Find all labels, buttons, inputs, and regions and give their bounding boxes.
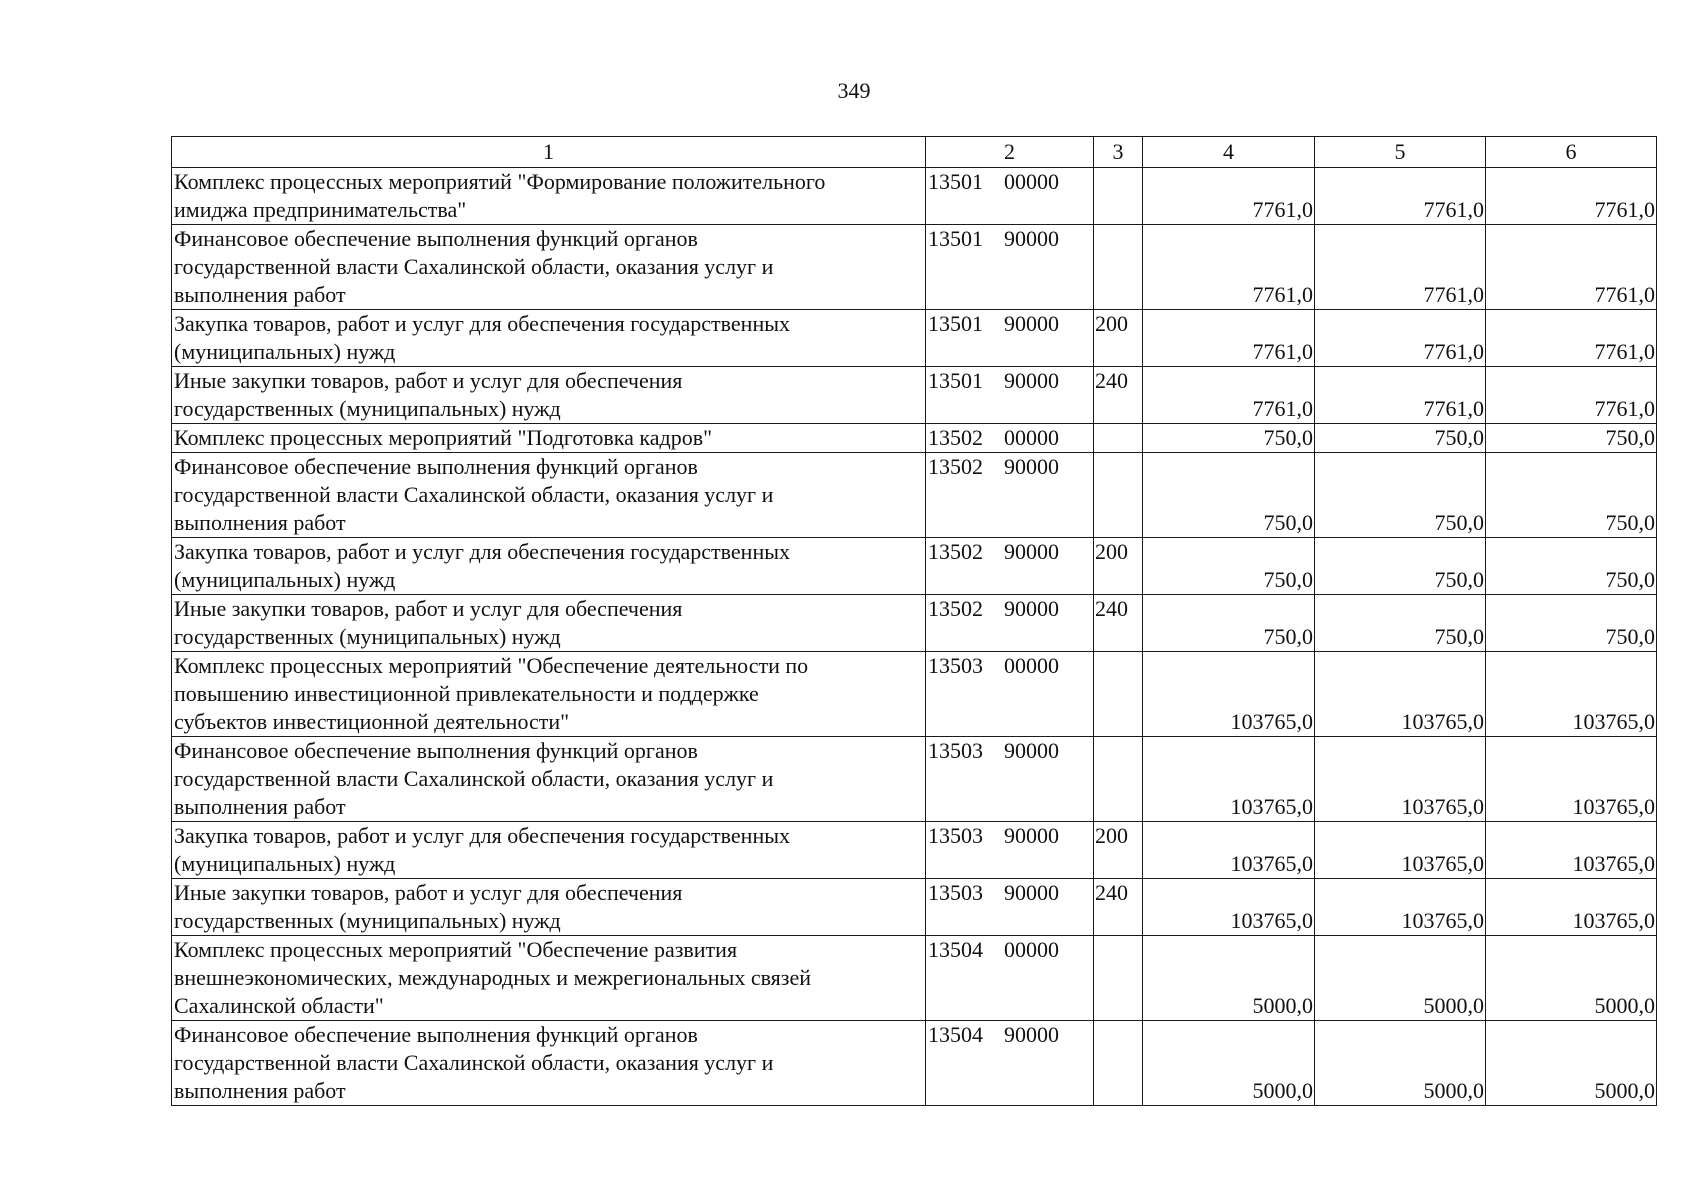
expense-type-code-cell: 200: [1094, 538, 1143, 595]
expense-name-line: государственной власти Сахалинской области, оказания услуг и: [174, 766, 774, 791]
expense-type-code-cell: [1094, 936, 1143, 1021]
expense-name-line: выполнения работ: [174, 794, 346, 819]
amount-cell-col4: 103765,0: [1143, 822, 1315, 879]
page-number: 349: [837, 78, 871, 103]
expense-name-line: (муниципальных) нужд: [174, 851, 396, 876]
expense-type-code-cell: 240: [1094, 879, 1143, 936]
expense-type-code-cell: 200: [1094, 310, 1143, 367]
table-row: [172, 168, 1657, 225]
expense-name-line: государственной власти Сахалинской области, оказания услуг и: [174, 254, 774, 279]
table-row: [172, 424, 1657, 453]
amount-cell-col6: 7761,0: [1486, 367, 1657, 424]
expense-type-code-cell: 240: [1094, 595, 1143, 652]
program-code: 13503: [928, 823, 983, 848]
target-article-code-cell: [926, 822, 1094, 879]
expense-name-cell: [172, 595, 926, 652]
target-article-code-cell: [926, 168, 1094, 225]
expense-name-line: Иные закупки товаров, работ и услуг для обеспечения: [174, 596, 683, 621]
column-number-row: [172, 137, 1657, 168]
expense-name-line: Иные закупки товаров, работ и услуг для обеспечения: [174, 368, 683, 393]
table-row: [172, 595, 1657, 652]
direction-code: 90000: [1004, 596, 1059, 621]
expense-name-cell: [172, 1021, 926, 1106]
column-header: 4: [1143, 137, 1315, 168]
expense-name-cell: [172, 310, 926, 367]
program-code: 13502: [928, 539, 983, 564]
expense-name-cell: [172, 652, 926, 737]
amount-cell-col5: 103765,0: [1315, 737, 1486, 822]
expense-type-code-cell: [1094, 424, 1143, 453]
expense-name-line: Финансовое обеспечение выполнения функций органов: [174, 226, 698, 251]
amount-cell-col4: 103765,0: [1143, 879, 1315, 936]
expense-name-line: государственных (муниципальных) нужд: [174, 624, 561, 649]
target-article-code-cell: [926, 424, 1094, 453]
expense-name-line: государственной власти Сахалинской области, оказания услуг и: [174, 1050, 774, 1075]
expense-name-line: Финансовое обеспечение выполнения функций органов: [174, 454, 698, 479]
target-article-code-cell: [926, 936, 1094, 1021]
direction-code: 90000: [1004, 880, 1059, 905]
table-row: [172, 310, 1657, 367]
amount-cell-col6: 103765,0: [1486, 652, 1657, 737]
target-article-code-cell: [926, 367, 1094, 424]
amount-cell-col4: 7761,0: [1143, 225, 1315, 310]
expense-type-code-cell: 240: [1094, 367, 1143, 424]
program-code: 13501: [928, 169, 983, 194]
table-row: [172, 225, 1657, 310]
amount-cell-col4: 750,0: [1143, 424, 1315, 453]
amount-cell-col5: 750,0: [1315, 538, 1486, 595]
expense-name-cell: [172, 424, 926, 453]
amount-cell-col6: 7761,0: [1486, 225, 1657, 310]
expense-type-code-cell: [1094, 225, 1143, 310]
expense-name-line: выполнения работ: [174, 282, 346, 307]
column-header: 1: [172, 137, 926, 168]
amount-cell-col4: 750,0: [1143, 538, 1315, 595]
amount-cell-col4: 103765,0: [1143, 737, 1315, 822]
amount-cell-col4: 103765,0: [1143, 652, 1315, 737]
direction-code: 00000: [1004, 937, 1059, 962]
expense-name-cell: [172, 737, 926, 822]
amount-cell-col5: 7761,0: [1315, 310, 1486, 367]
expense-name-line: (муниципальных) нужд: [174, 339, 396, 364]
amount-cell-col5: 103765,0: [1315, 822, 1486, 879]
direction-code: 90000: [1004, 454, 1059, 479]
expense-type-code-cell: 200: [1094, 822, 1143, 879]
expense-name-line: субъектов инвестиционной деятельности": [174, 709, 570, 734]
program-code: 13504: [928, 937, 983, 962]
amount-cell-col6: 5000,0: [1486, 936, 1657, 1021]
amount-cell-col4: 750,0: [1143, 453, 1315, 538]
expense-name-cell: [172, 822, 926, 879]
target-article-code-cell: [926, 595, 1094, 652]
target-article-code-cell: [926, 453, 1094, 538]
program-code: 13502: [928, 425, 983, 450]
amount-cell-col5: 750,0: [1315, 424, 1486, 453]
column-header: 5: [1315, 137, 1486, 168]
expense-name-line: Закупка товаров, работ и услуг для обеспечения государственных: [174, 823, 791, 848]
expense-type-code-cell: [1094, 453, 1143, 538]
amount-cell-col4: 7761,0: [1143, 168, 1315, 225]
expense-name-line: Иные закупки товаров, работ и услуг для обеспечения: [174, 880, 683, 905]
expense-name-line: внешнеэкономических, международных и межрегиональных связей: [174, 965, 812, 990]
amount-cell-col5: 5000,0: [1315, 1021, 1486, 1106]
expense-name-line: Комплекс процессных мероприятий "Обеспечение развития: [174, 937, 738, 962]
amount-cell-col4: 5000,0: [1143, 936, 1315, 1021]
table-row: [172, 367, 1657, 424]
amount-cell-col6: 7761,0: [1486, 168, 1657, 225]
program-code: 13501: [928, 311, 983, 336]
table-row: [172, 453, 1657, 538]
expense-name-line: Финансовое обеспечение выполнения функций органов: [174, 1022, 698, 1047]
expense-name-cell: [172, 453, 926, 538]
amount-cell-col5: 5000,0: [1315, 936, 1486, 1021]
program-code: 13501: [928, 368, 983, 393]
amount-cell-col5: 750,0: [1315, 595, 1486, 652]
table-row: [172, 1021, 1657, 1106]
amount-cell-col4: 7761,0: [1143, 367, 1315, 424]
direction-code: 00000: [1004, 653, 1059, 678]
table-row: [172, 652, 1657, 737]
target-article-code-cell: [926, 538, 1094, 595]
target-article-code-cell: [926, 879, 1094, 936]
amount-cell-col5: 103765,0: [1315, 652, 1486, 737]
expense-name-line: Закупка товаров, работ и услуг для обеспечения государственных: [174, 539, 791, 564]
program-code: 13503: [928, 738, 983, 763]
amount-cell-col5: 103765,0: [1315, 879, 1486, 936]
column-header: 6: [1486, 137, 1657, 168]
amount-cell-col6: 750,0: [1486, 595, 1657, 652]
program-code: 13504: [928, 1022, 983, 1047]
expense-type-code-cell: [1094, 652, 1143, 737]
direction-code: 90000: [1004, 311, 1059, 336]
table-row: [172, 879, 1657, 936]
expense-name-line: выполнения работ: [174, 510, 346, 535]
expense-name-line: Комплекс процессных мероприятий "Обеспечение деятельности по: [174, 653, 809, 678]
table-body: [172, 137, 1657, 1106]
amount-cell-col4: 7761,0: [1143, 310, 1315, 367]
direction-code: 00000: [1004, 425, 1059, 450]
amount-cell-col6: 750,0: [1486, 538, 1657, 595]
expense-name-line: государственных (муниципальных) нужд: [174, 908, 561, 933]
direction-code: 90000: [1004, 539, 1059, 564]
expense-name-line: Комплекс процессных мероприятий "Формирование положительного: [174, 169, 826, 194]
direction-code: 90000: [1004, 368, 1059, 393]
expense-name-line: Закупка товаров, работ и услуг для обеспечения государственных: [174, 311, 791, 336]
expense-name-line: имиджа предпринимательства": [174, 197, 467, 222]
expense-name-cell: [172, 538, 926, 595]
amount-cell-col6: 7761,0: [1486, 310, 1657, 367]
expense-name-line: повышению инвестиционной привлекательности и поддержке: [174, 681, 759, 706]
direction-code: 90000: [1004, 738, 1059, 763]
amount-cell-col6: 103765,0: [1486, 737, 1657, 822]
expense-name-cell: [172, 879, 926, 936]
amount-cell-col6: 103765,0: [1486, 879, 1657, 936]
column-header: 3: [1094, 137, 1143, 168]
amount-cell-col4: 5000,0: [1143, 1021, 1315, 1106]
expense-type-code-cell: [1094, 168, 1143, 225]
amount-cell-col5: 7761,0: [1315, 168, 1486, 225]
direction-code: 90000: [1004, 823, 1059, 848]
program-code: 13502: [928, 596, 983, 621]
direction-code: 00000: [1004, 169, 1059, 194]
target-article-code-cell: [926, 737, 1094, 822]
amount-cell-col5: 7761,0: [1315, 367, 1486, 424]
program-code: 13502: [928, 454, 983, 479]
expense-name-line: Финансовое обеспечение выполнения функций органов: [174, 738, 698, 763]
expense-name-line: государственной власти Сахалинской области, оказания услуг и: [174, 482, 774, 507]
program-code: 13501: [928, 226, 983, 251]
table-row: [172, 822, 1657, 879]
amount-cell-col6: 750,0: [1486, 453, 1657, 538]
amount-cell-col6: 750,0: [1486, 424, 1657, 453]
target-article-code-cell: [926, 1021, 1094, 1106]
direction-code: 90000: [1004, 226, 1059, 251]
expense-name-line: Сахалинской области": [174, 993, 384, 1018]
expense-type-code-cell: [1094, 1021, 1143, 1106]
amount-cell-col5: 7761,0: [1315, 225, 1486, 310]
program-code: 13503: [928, 880, 983, 905]
program-code: 13503: [928, 653, 983, 678]
column-header: 2: [926, 137, 1094, 168]
amount-cell-col6: 103765,0: [1486, 822, 1657, 879]
table-row: [172, 936, 1657, 1021]
expense-name-line: государственных (муниципальных) нужд: [174, 396, 561, 421]
amount-cell-col6: 5000,0: [1486, 1021, 1657, 1106]
table-row: [172, 737, 1657, 822]
target-article-code-cell: [926, 310, 1094, 367]
table-row: [172, 538, 1657, 595]
expense-name-cell: [172, 225, 926, 310]
amount-cell-col5: 750,0: [1315, 453, 1486, 538]
expense-name-cell: [172, 936, 926, 1021]
target-article-code-cell: [926, 225, 1094, 310]
budget-table: [171, 136, 1657, 1106]
expense-name-line: (муниципальных) нужд: [174, 567, 396, 592]
expense-name-cell: [172, 168, 926, 225]
expense-name-line: выполнения работ: [174, 1078, 346, 1103]
expense-name-cell: [172, 367, 926, 424]
expense-name-line: Комплекс процессных мероприятий "Подготовка кадров": [174, 425, 713, 450]
direction-code: 90000: [1004, 1022, 1059, 1047]
expense-type-code-cell: [1094, 737, 1143, 822]
target-article-code-cell: [926, 652, 1094, 737]
amount-cell-col4: 750,0: [1143, 595, 1315, 652]
